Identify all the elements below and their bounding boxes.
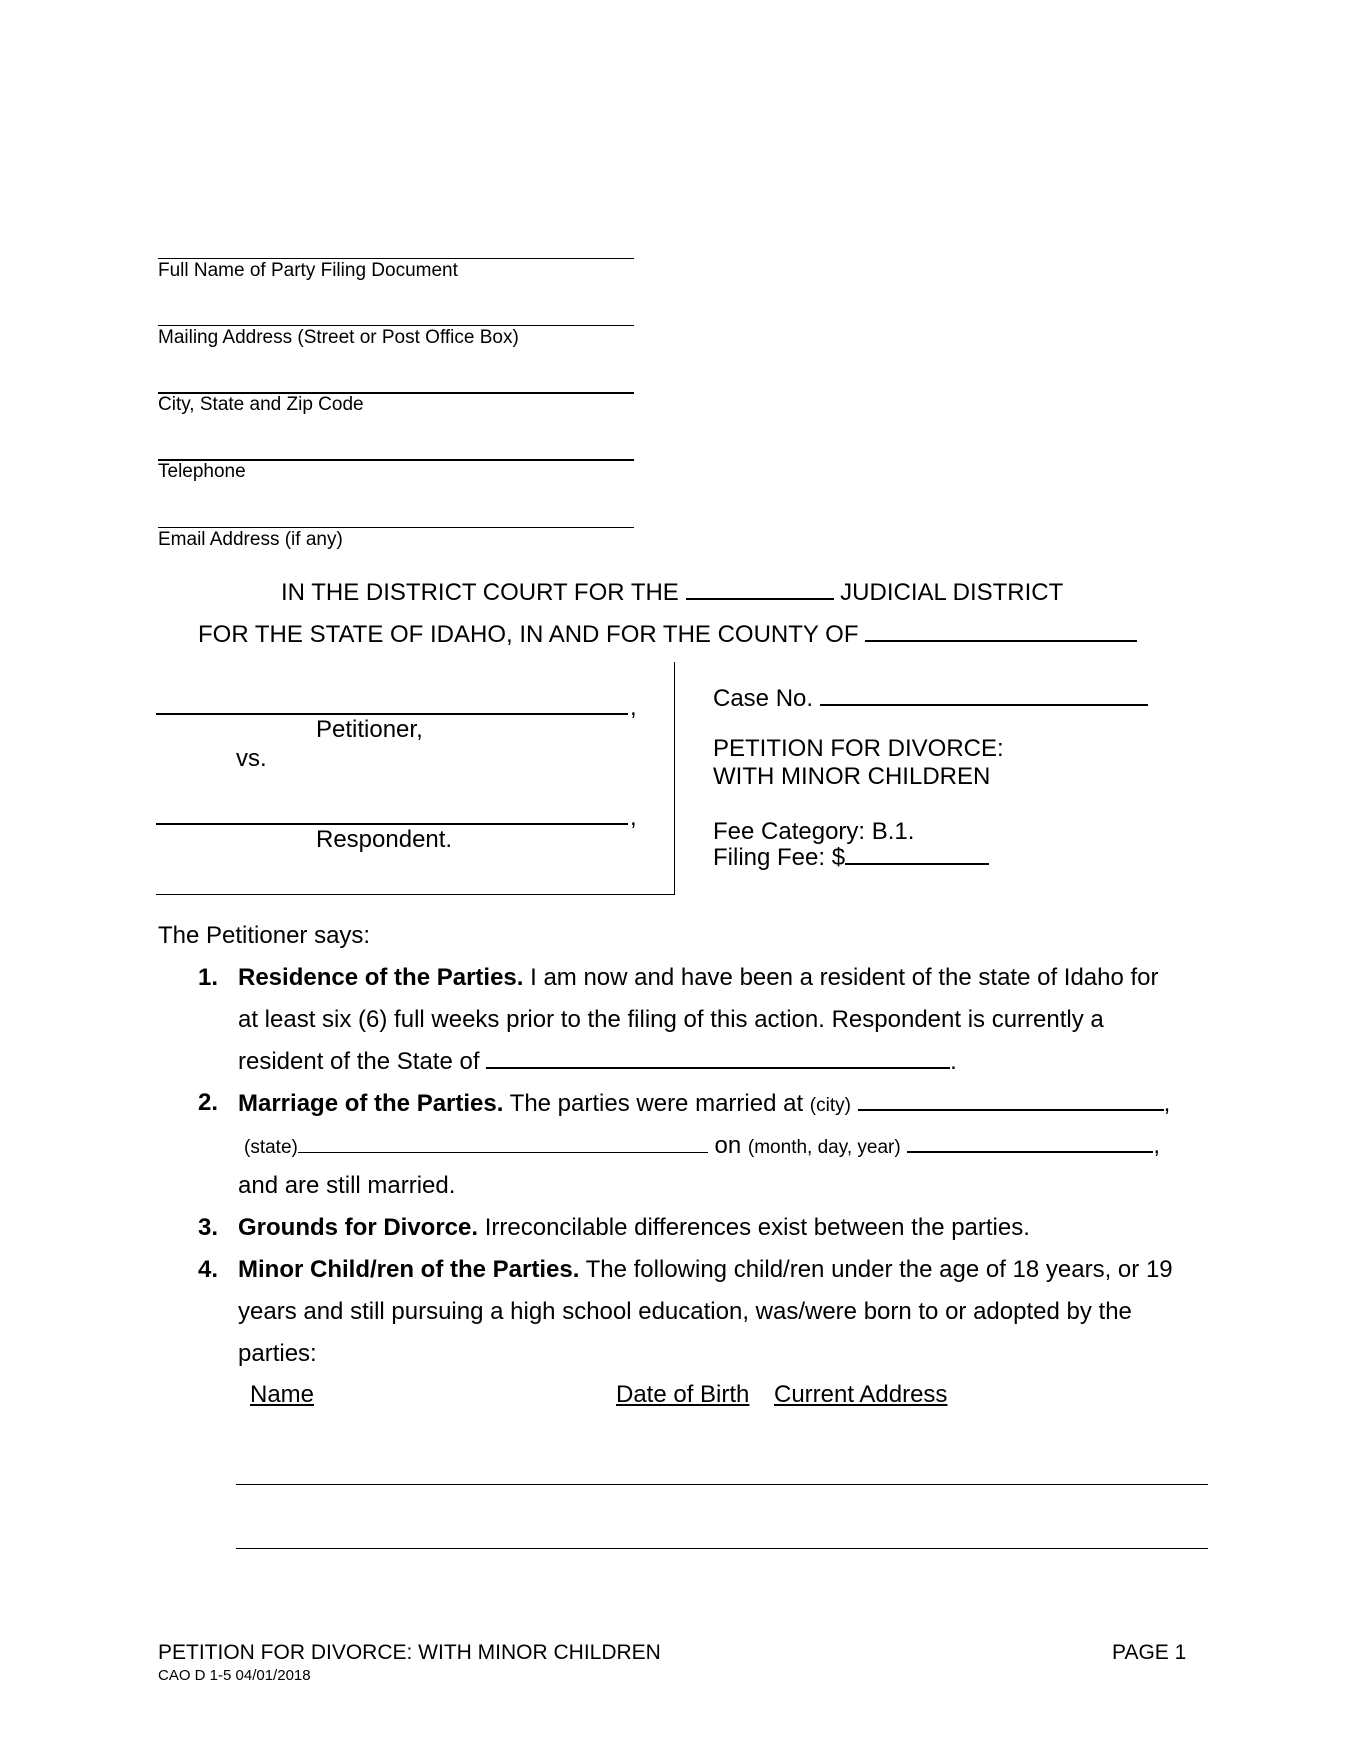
filing-fee-blank[interactable] xyxy=(845,843,989,865)
children-column-name: Name xyxy=(250,1381,315,1408)
mailing-address-label: Mailing Address (Street or Post Office Box) xyxy=(158,327,519,348)
respondent-state-blank[interactable] xyxy=(486,1047,950,1069)
item-3-line-1 xyxy=(238,1214,1030,1242)
marriage-date-blank[interactable] xyxy=(907,1131,1153,1153)
petitioner-name-line[interactable] xyxy=(156,713,628,715)
state-label: (state) xyxy=(244,1137,298,1158)
item-3-text: Irreconcilable differences exist between the parties. xyxy=(478,1214,1030,1241)
item-4-heading: Minor Child/ren of the Parties. xyxy=(238,1256,580,1283)
footer-page-number: PAGE 1 xyxy=(1112,1641,1187,1664)
petitioner-comma: , xyxy=(630,694,637,721)
court-line-1-start: IN THE DISTRICT COURT FOR THE xyxy=(281,579,679,606)
document-title-line-2: WITH MINOR CHILDREN xyxy=(713,763,991,790)
item-2-line-1 xyxy=(238,1089,1170,1118)
item-1-text-1: I am now and have been a resident of the state of Idaho for xyxy=(523,964,1159,991)
item-1-line-3 xyxy=(238,1047,957,1076)
county-blank[interactable] xyxy=(865,620,1137,642)
item-2-number: 2. xyxy=(198,1089,219,1116)
item-1-line-1 xyxy=(238,964,1159,992)
item-4-line-3: parties: xyxy=(238,1340,317,1367)
item-4-text-1: The following child/ren under the age of 18 years, or 19 xyxy=(579,1256,1173,1283)
item-2-comma-2: , xyxy=(1153,1132,1161,1159)
court-line-1-end: JUDICIAL DISTRICT xyxy=(840,579,1064,606)
item-2-heading: Marriage of the Parties. xyxy=(238,1090,504,1117)
respondent-name-line[interactable] xyxy=(156,823,628,825)
item-1-text-3: resident of the State of xyxy=(238,1048,480,1075)
footer-title: PETITION FOR DIVORCE: WITH MINOR CHILDREN xyxy=(158,1641,661,1664)
filing-fee-label: Filing Fee: $ xyxy=(713,844,846,871)
petitioner-label: Petitioner, xyxy=(316,716,423,743)
item-4-number: 4. xyxy=(198,1256,219,1283)
on-label: on xyxy=(714,1132,742,1159)
marriage-state-blank[interactable] xyxy=(298,1132,708,1153)
versus-label: vs. xyxy=(236,745,267,772)
case-number xyxy=(713,684,1148,713)
item-4-line-1 xyxy=(238,1256,1173,1284)
case-number-blank[interactable] xyxy=(820,684,1148,706)
item-2-line-3: and are still married. xyxy=(238,1172,456,1199)
city-label: (city) xyxy=(809,1095,851,1116)
item-1-line-2: at least six (6) full weeks prior to the filing of this action. Respondent is currently a xyxy=(238,1006,1104,1033)
city-state-zip-label: City, State and Zip Code xyxy=(158,394,364,415)
item-1-number: 1. xyxy=(198,964,219,991)
item-2-line-2 xyxy=(244,1131,1160,1160)
item-2-comma-1: , xyxy=(1163,1090,1171,1117)
respondent-comma: , xyxy=(630,804,637,831)
item-4-line-2: years and still pursuing a high school education, was/were born to or adopted by the xyxy=(238,1298,1132,1325)
child-entry-line-2[interactable] xyxy=(236,1548,1208,1549)
judicial-district-blank[interactable] xyxy=(686,578,834,600)
filing-fee xyxy=(713,843,989,872)
court-line-2 xyxy=(198,620,1137,649)
email-label: Email Address (if any) xyxy=(158,529,343,550)
item-1-heading: Residence of the Parties. xyxy=(238,964,524,991)
marriage-city-blank[interactable] xyxy=(858,1089,1164,1111)
intro-text: The Petitioner says: xyxy=(158,922,371,949)
item-2-text-1: The parties were married at xyxy=(503,1090,810,1117)
caption-divider-vertical xyxy=(674,662,675,894)
case-number-label: Case No. xyxy=(713,685,814,712)
respondent-label: Respondent. xyxy=(316,826,453,853)
date-label: (month, day, year) xyxy=(747,1137,901,1158)
child-entry-line-1[interactable] xyxy=(236,1484,1208,1485)
full-name-label: Full Name of Party Filing Document xyxy=(158,260,458,281)
footer-form-code: CAO D 1-5 04/01/2018 xyxy=(158,1667,311,1684)
full-name-line[interactable] xyxy=(158,258,634,259)
caption-divider-bottom xyxy=(156,894,675,895)
court-line-1 xyxy=(281,578,1063,607)
telephone-label: Telephone xyxy=(158,461,246,482)
item-3-number: 3. xyxy=(198,1214,219,1241)
item-3-heading: Grounds for Divorce. xyxy=(238,1214,479,1241)
document-title-line-1: PETITION FOR DIVORCE: xyxy=(713,735,1004,762)
court-line-2-text: FOR THE STATE OF IDAHO, IN AND FOR THE COUNTY OF xyxy=(198,621,859,648)
children-column-current-address: Current Address xyxy=(774,1381,948,1408)
children-column-date-of-birth: Date of Birth xyxy=(616,1381,750,1408)
email-line[interactable] xyxy=(158,527,634,528)
fee-category: Fee Category: B.1. xyxy=(713,818,915,845)
mailing-address-line[interactable] xyxy=(158,325,634,326)
item-1-period: . xyxy=(950,1048,957,1075)
